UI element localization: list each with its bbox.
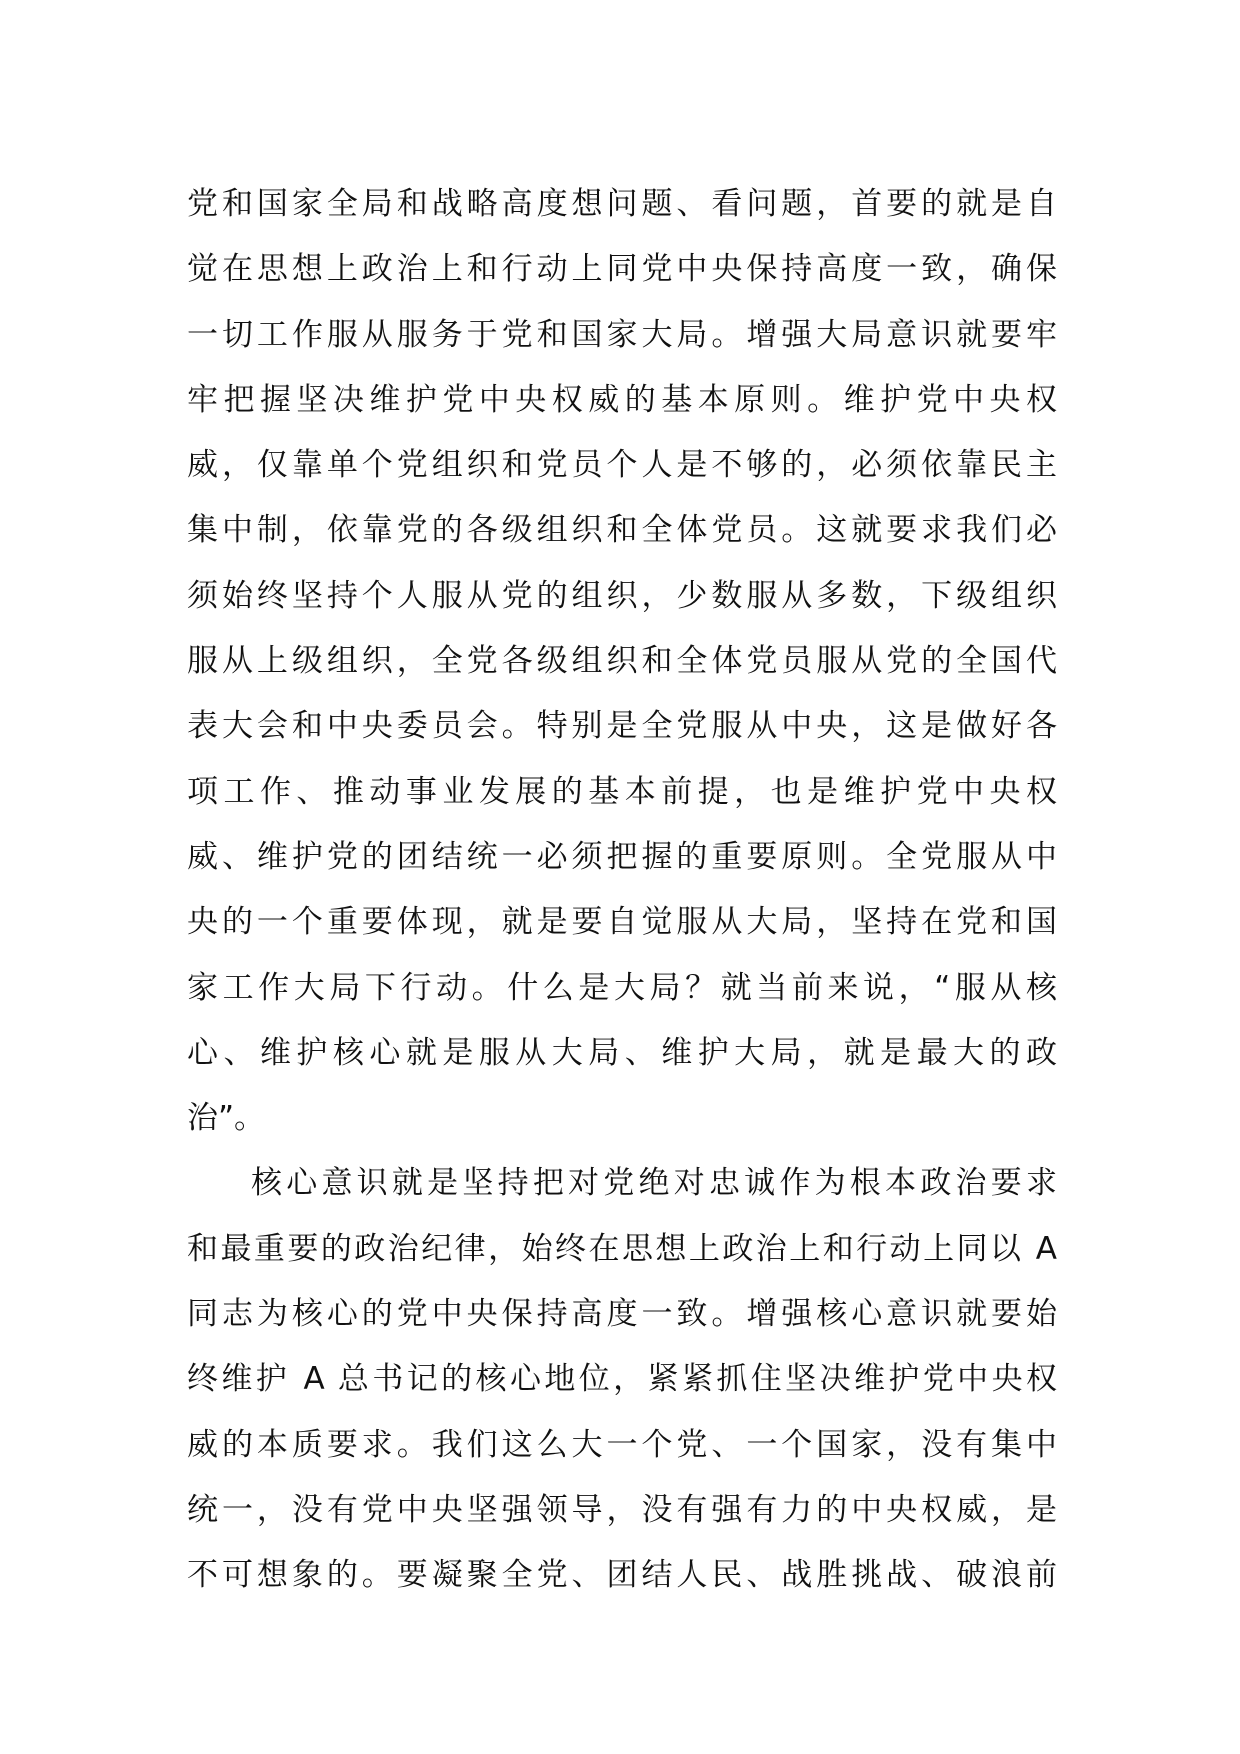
paragraph-1 (187, 172, 1057, 1151)
text-line: 觉在思想上政治上和行动上同党中央保持高度一致，确保 (187, 251, 1057, 288)
text-line: 治”。 (187, 1100, 266, 1137)
text-line: 威，仅靠单个党组织和党员个人是不够的，必须依靠民主 (187, 447, 1057, 484)
text-line: 项工作、推动事业发展的基本前提，也是维护党中央权 (187, 773, 1057, 810)
text-line: 威的本质要求。我们这么大一个党、一个国家，没有集中 (187, 1426, 1057, 1463)
body-text (187, 172, 1057, 1609)
text-line: 党和国家全局和战略高度想问题、看问题，首要的就是自 (187, 186, 1057, 222)
text-line: 家工作大局下行动。什么是大局？就当前来说，“服从核 (187, 969, 1057, 1006)
text-line: 服从上级组织，全党各级组织和全体党员服从党的全国代 (187, 643, 1057, 680)
text-line: 核心意识就是坚持把对党绝对忠诚作为根本政治要求 (251, 1165, 1057, 1202)
text-line: 不可想象的。要凝聚全党、团结人民、战胜挑战、破浪前 (187, 1557, 1057, 1594)
text-line: 牢把握坚决维护党中央权威的基本原则。维护党中央权 (187, 381, 1057, 418)
text-line: 同志为核心的党中央保持高度一致。增强核心意识就要始 (187, 1296, 1057, 1333)
paragraph-2 (187, 1151, 1057, 1608)
text-line: 和最重要的政治纪律，始终在思想上政治上和行动上同以 A (187, 1230, 1057, 1267)
text-line: 统一，没有党中央坚强领导，没有强有力的中央权威，是 (187, 1491, 1057, 1528)
text-line: 威、维护党的团结统一必须把握的重要原则。全党服从中 (187, 838, 1057, 875)
text-line: 终维护 A 总书记的核心地位，紧紧抓住坚决维护党中央权 (187, 1361, 1057, 1398)
text-line: 一切工作服从服务于党和国家大局。增强大局意识就要牢 (187, 316, 1057, 353)
text-line: 表大会和中央委员会。特别是全党服从中央，这是做好各 (187, 708, 1057, 745)
text-line: 央的一个重要体现，就是要自觉服从大局，坚持在党和国 (187, 904, 1057, 941)
text-line: 须始终坚持个人服从党的组织，少数服从多数，下级组织 (187, 577, 1057, 614)
text-line: 集中制，依靠党的各级组织和全体党员。这就要求我们必 (187, 512, 1057, 549)
text-line: 心、维护核心就是服从大局、维护大局，就是最大的政 (187, 1034, 1057, 1071)
